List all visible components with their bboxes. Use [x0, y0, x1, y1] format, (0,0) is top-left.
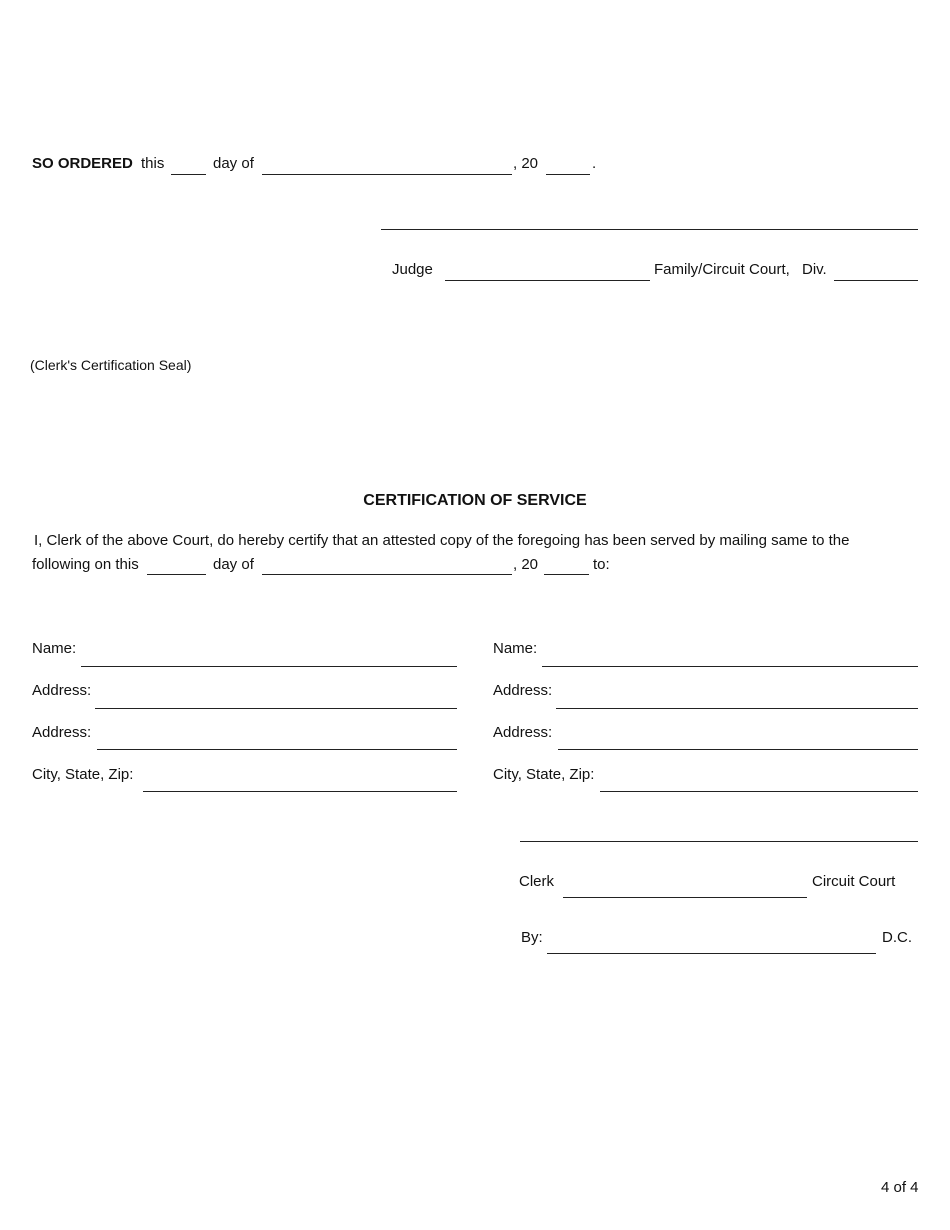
recipient1-name-field[interactable] [81, 666, 457, 667]
recipient2-address2-label: Address: [493, 724, 553, 741]
by-label: By: [521, 929, 543, 946]
div-label: Div. [802, 261, 827, 278]
certification-title: CERTIFICATION OF SERVICE [363, 492, 587, 509]
recipient2-city-label: City, State, Zip: [493, 766, 595, 783]
so-ordered-this: this [141, 155, 165, 172]
certification-following: following on this [32, 556, 139, 573]
recipient1-city-field[interactable] [143, 791, 457, 792]
recipient1-address2-label: Address: [32, 724, 92, 741]
div-field[interactable] [834, 280, 918, 281]
clerk-seal-label: (Clerk's Certification Seal) [30, 357, 192, 373]
recipient2-address2-field[interactable] [558, 749, 918, 750]
service-month-field[interactable] [262, 574, 512, 575]
recipient2-name-label: Name: [493, 640, 538, 657]
judge-label: Judge [392, 261, 433, 278]
certification-to: to: [593, 556, 610, 573]
recipient2-address1-label: Address: [493, 682, 553, 699]
certification-year-prefix: , 20 [513, 556, 539, 573]
clerk-label: Clerk [519, 873, 555, 890]
recipient1-name-label: Name: [32, 640, 77, 657]
recipient1-address1-field[interactable] [95, 708, 457, 709]
recipient1-city-label: City, State, Zip: [32, 766, 134, 783]
clerk-name-field[interactable] [563, 897, 807, 898]
so-ordered-label: SO ORDERED [32, 155, 133, 172]
dc-label: D.C. [882, 929, 912, 946]
recipient2-city-field[interactable] [600, 791, 918, 792]
court-label: Family/Circuit Court, [654, 261, 790, 278]
order-year-field[interactable] [546, 174, 590, 175]
page-number: 4 of 4 [881, 1179, 919, 1196]
service-day-field[interactable] [147, 574, 206, 575]
so-ordered-year-prefix: , 20 [513, 155, 539, 172]
order-day-field[interactable] [171, 174, 206, 175]
certification-day-of: day of [213, 556, 254, 573]
clerk-signature-line[interactable] [520, 841, 918, 842]
order-month-field[interactable] [262, 174, 512, 175]
service-year-field[interactable] [544, 574, 589, 575]
judge-signature-line[interactable] [381, 229, 918, 230]
circuit-court-label: Circuit Court [812, 873, 896, 890]
certification-body-line1: I, Clerk of the above Court, do hereby certify that an attested copy of the foregoing has been served by mailing same to the [34, 532, 850, 549]
recipient1-address2-field[interactable] [97, 749, 457, 750]
recipient2-address1-field[interactable] [556, 708, 918, 709]
so-ordered-period: . [592, 155, 597, 172]
recipient1-address1-label: Address: [32, 682, 92, 699]
judge-name-field[interactable] [445, 280, 650, 281]
recipient2-name-field[interactable] [542, 666, 918, 667]
so-ordered-day-of: day of [213, 155, 254, 172]
deputy-clerk-field[interactable] [547, 953, 876, 954]
